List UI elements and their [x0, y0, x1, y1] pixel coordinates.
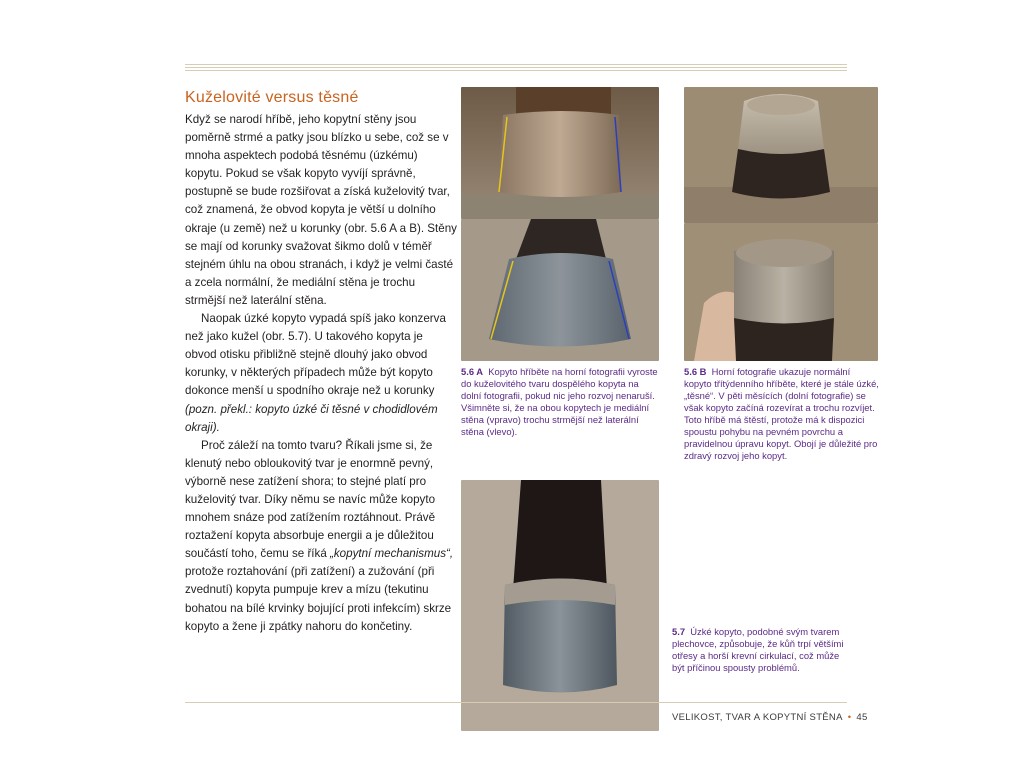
caption-fig-5-6b-number: 5.6 B	[684, 366, 707, 377]
running-title: VELIKOST, TVAR A KOPYTNÍ STĚNA	[672, 712, 843, 723]
top-rule-lower	[185, 70, 847, 71]
bottom-rule	[185, 702, 847, 703]
caption-fig-5-6a	[461, 366, 661, 438]
caption-fig-5-6a-text: Kopyto hříběte na horní fotografii vyroste do kuželovitého tvaru dospělého kopyta na dolní fotografii, pokud nic jeho rozvoj nenaruší. Všimněte si, že na obou kopytech je mediální stěna (vpravo) trochu strmější než laterální stěna (vlevo).	[461, 366, 658, 437]
page-number: 45	[856, 712, 868, 723]
running-footer	[672, 712, 868, 723]
paragraph-3	[185, 437, 457, 636]
photo-narrow-hoof	[461, 480, 659, 731]
photo-three-week-foal-hoof	[684, 87, 878, 223]
term-hoof-mechanism: „kopytní mechanismus“,	[330, 547, 454, 561]
body-text	[185, 111, 457, 681]
section-heading: Kuželovité versus těsné	[185, 89, 359, 106]
footer-separator: •	[847, 712, 852, 723]
caption-fig-5-6b-text: Horní fotografie ukazuje normální kopyto třítýdenního hříběte, které je stále úzké, „těsné“. V pěti měsících (dolní fotografie) se však kopyto začíná rozevírat a trochu rozvíjet. Toto hříbě má štěstí, protože má k dispozici spoustu pohybu na pevném povrchu a pravidelnou úpravu kopyt. Obojí je důležité pro zdravý rozvoj jeho kopyt.	[684, 366, 879, 461]
top-rule-thin	[185, 67, 847, 68]
top-rule	[185, 64, 847, 65]
paragraph-2-text: Naopak úzké kopyto vypadá spíš jako konzerva než jako kužel (obr. 5.7). U takového kopyta je obvod otisku přibližně stejně dlouhý jako obvod korunky, v některých případech může být kopyto dokonce menší u spodního okraje než u korunky	[185, 312, 446, 398]
paragraph-3-end: protože roztahování (při zatížení) a zužování (při zvednutí) kopyta pumpuje krev a mízu (tekutinu bohatou na bílé krvinky bojující proti infekcím) skrze kopyto a žene ji zpátky nahoru do končetiny.	[185, 565, 452, 633]
caption-fig-5-7	[672, 626, 848, 674]
caption-fig-5-6b	[684, 366, 880, 462]
photo-five-month-foal-hoof	[684, 223, 878, 361]
photo-adult-hoof-conical	[461, 219, 659, 361]
translator-note: (pozn. překl.: kopyto úzké či těsné v chodidlovém okraji).	[185, 402, 438, 434]
paragraph-3-text: Proč záleží na tomto tvaru? Říkali jsme si, že klenutý nebo obloukovitý tvar je enormně pevný, výborně nese zatížení shora; to stejné platí pro kuželovitý tvar. Díky němu se navíc může kopyto mnohem snáze pod zatížením roztáhnout. Právě roztažení kopyta absorbuje energii a je důležitou součástí toho, čemu se říká	[185, 438, 436, 561]
paragraph-1: Když se narodí hříbě, jeho kopytní stěny jsou poměrně strmé a patky jsou blízko u sebe, což se v mnoha aspektech podobá těsnému (úzkému) kopytu. Pokud se však kopyto vyvíjí správně, postupně se bude rozšiřovat a získá kuželovitý tvar, což znamená, že obvod kopyta je větší u dolního okraje (u země) než u korunky (obr. 5.6 A a B). Stěny se mají od korunky svažovat šikmo dolů v téměř stejném úhlu na obou stranách, i když je velmi časté a zcela normální, že mediální stěna je trochu strmější než laterální stěna.	[185, 113, 457, 307]
caption-fig-5-6a-number: 5.6 A	[461, 366, 484, 377]
caption-fig-5-7-number: 5.7	[672, 626, 686, 637]
photo-foal-hoof-top	[461, 87, 659, 219]
paragraph-2	[185, 310, 457, 437]
caption-fig-5-7-text: Úzké kopyto, podobné svým tvarem plechovce, způsobuje, že kůň trpí většími otřesy a horší krevní cirkulací, což může být příčinou spousty problémů.	[672, 626, 844, 673]
